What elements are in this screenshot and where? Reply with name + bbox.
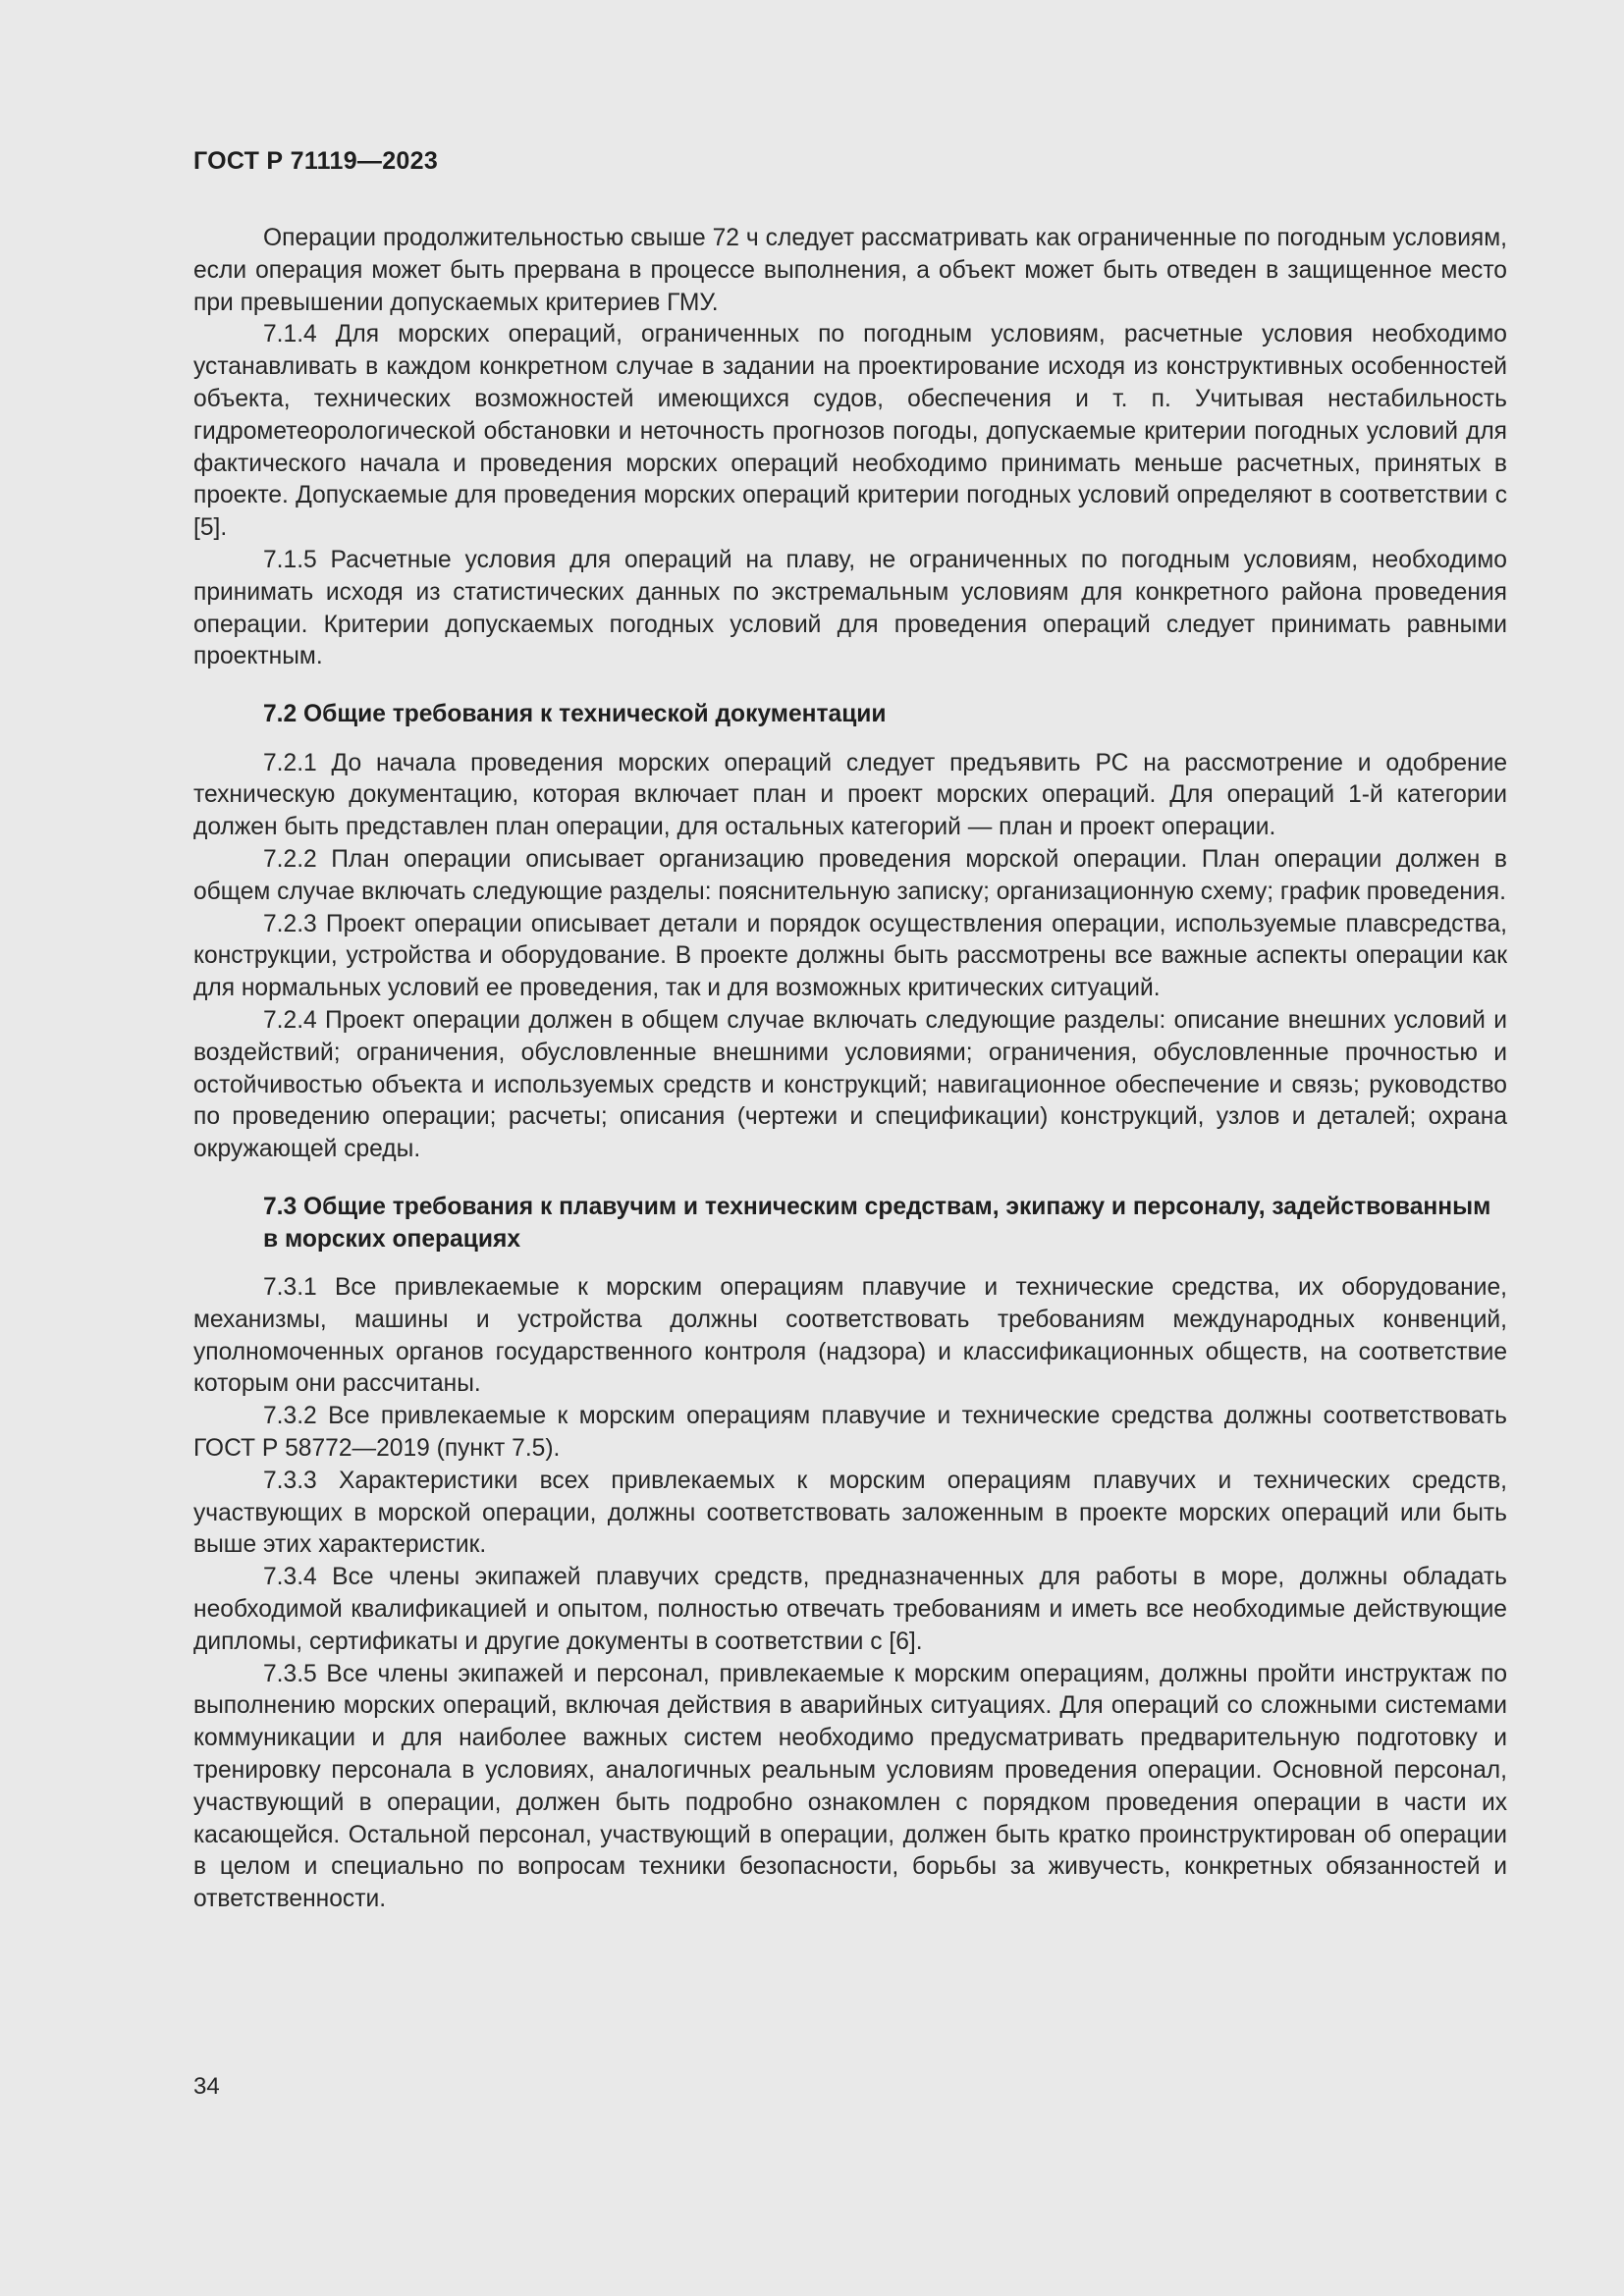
paragraph-7-3-1: 7.3.1 Все привлекаемые к морским операциям плавучие и технические средства, их оборудование, механизмы, машины и устройства должны соответствовать требованиям международных конвенций, уполномоченных органов государственного контроля (надзора) и классификационных обществ, на соответствие которым они рассчитаны.: [193, 1274, 1507, 1398]
paragraph-7-3-2: 7.3.2 Все привлекаемые к морским операциям плавучие и технические средства должны соответствовать ГОСТ Р 58772—2019 (пункт 7.5).: [193, 1403, 1507, 1462]
paragraph-7-2-4: 7.2.4 Проект операции должен в общем случае включать следующие разделы: описание внешних условий и воздействий; ограничения, обусловленные внешними условиями; ограничения, обусловленные прочностью и остойчивостью объекта и используемых средств и конструкций; навигационное обеспечение и связь; руководство по проведению операции; расчеты; описания (чертежи и спецификации) конструкций, узлов и деталей; охрана окружающей среды.: [193, 1007, 1507, 1163]
paragraph-7-1-4: 7.1.4 Для морских операций, ограниченных по погодным условиям, расчетные условия необходимо устанавливать в каждом конкретном случае в задании на проектирование исходя из конструктивных особенностей объекта, технических возможностей имеющихся судов, обеспечения и т. п. Учитывая нестабильность гидрометеорологической обстановки и неточность прогнозов погоды, допускаемые критерии погодных условий для фактического начала и проведения морских операций необходимо принимать меньше расчетных, принятых в проекте. Допускаемые для проведения морских операций критерии погодных условий определяют в соответствии с [5].: [193, 321, 1507, 542]
paragraph-7-3-3: 7.3.3 Характеристики всех привлекаемых к морским операциям плавучих и технических средств, участвующих в морской операции, должны соответствовать заложенным в проекте морских операций или быть выше этих характеристик.: [193, 1467, 1507, 1559]
paragraph-7-3-5: 7.3.5 Все члены экипажей и персонал, привлекаемые к морским операциям, должны пройти инструктаж по выполнению морских операций, включая действия в аварийных ситуациях. Для операций со сложными системами коммуникации и для наиболее важных систем необходимо предусматривать предварительную подготовку и тренировку персонала в условиях, аналогичных реальным условиям проведения операции. Основной персонал, участвующий в операции, должен быть подробно ознакомлен с порядком проведения операции в части их касающейся. Остальной персонал, участвующий в операции, должен быть кратко проинструктирован об операции в целом и специально по вопросам техники безопасности, борьбы за живучесть, конкретных обязанностей и ответственности.: [193, 1660, 1507, 1913]
page-number: 34: [193, 2073, 220, 2100]
document-body: [193, 223, 1507, 1916]
section-heading-7-2: 7.2 Общие требования к технической документации: [263, 701, 887, 728]
paragraph-7-3-4: 7.3.4 Все члены экипажей плавучих средств, предназначенных для работы в море, должны обладать необходимой квалификацией и опытом, полностью отвечать требованиям и иметь все необходимые действующие дипломы, сертификаты и другие документы в соответствии с [6].: [193, 1564, 1507, 1655]
paragraph-7-2-1: 7.2.1 До начала проведения морских операций следует предъявить РС на рассмотрение и одобрение техническую документацию, которая включает план и проект морских операций. Для операций 1-й категории должен быть представлен план операции, для остальных категорий — план и проект операции.: [193, 749, 1507, 841]
section-heading-7-3: 7.3 Общие требования к плавучим и техническим средствам, экипажу и персоналу, задействованным в морских операциях: [263, 1194, 1491, 1253]
paragraph-7-2-3: 7.2.3 Проект операции описывает детали и порядок осуществления операции, используемые плавсредства, конструкции, устройства и оборудование. В проекте должны быть рассмотрены все важные аспекты операции как для нормальных условий ее проведения, так и для возможных критических ситуаций.: [193, 910, 1507, 1002]
document-code-header: ГОСТ Р 71119—2023: [193, 147, 439, 175]
paragraph-weather-duration: Операции продолжительностью свыше 72 ч следует рассматривать как ограниченные по погодным условиям, если операция может быть прервана в процессе выполнения, а объект может быть отведен в защищенное место при превышении допускаемых критериев ГМУ.: [193, 225, 1507, 316]
paragraph-7-2-2: 7.2.2 План операции описывает организацию проведения морской операции. План операции должен в общем случае включать следующие разделы: пояснительную записку; организационную схему; график проведения.: [193, 846, 1507, 905]
paragraph-7-1-5: 7.1.5 Расчетные условия для операций на плаву, не ограниченных по погодным условиям, необходимо принимать исходя из статистических данных по экстремальным условиям для конкретного района проведения операции. Критерии допускаемых погодных условий для проведения операций следует принимать равными проектным.: [193, 546, 1507, 670]
